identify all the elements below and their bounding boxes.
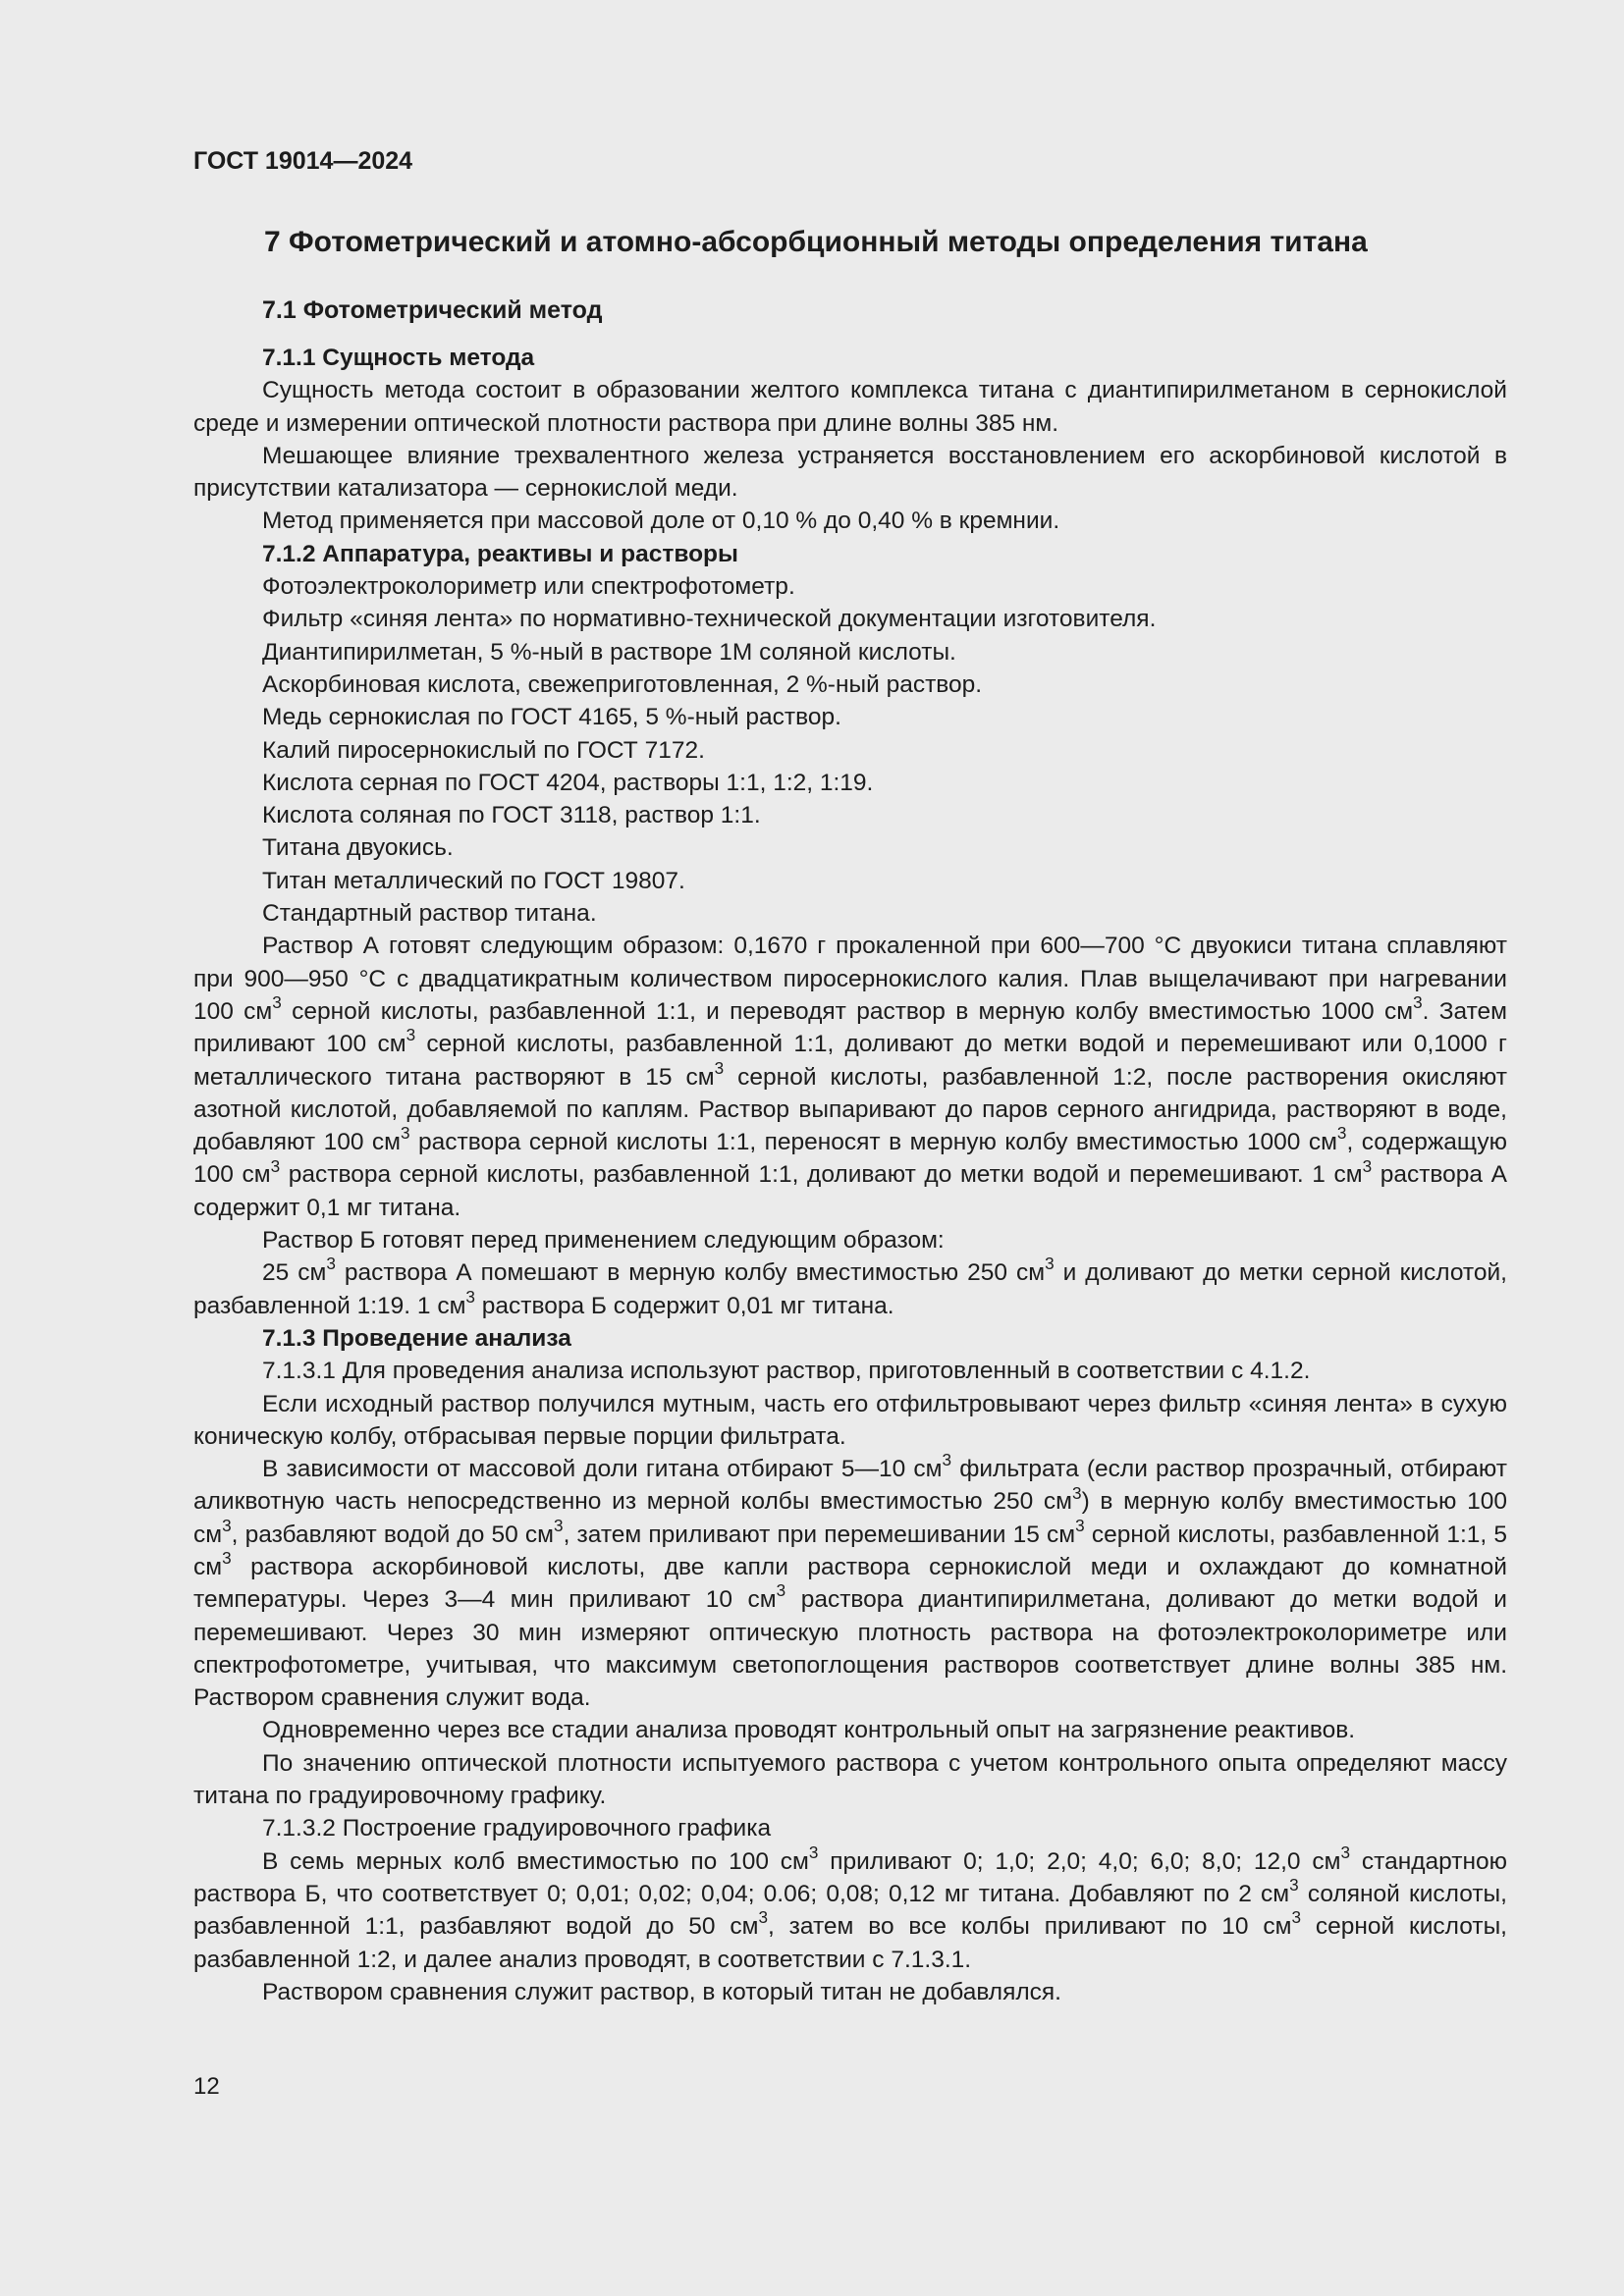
body-paragraph: Раствором сравнения служит раствор, в который титан не добавлялся.: [262, 1978, 1061, 2005]
body-paragraph: Если исходный раствор получился мутным, часть его отфильтровывают через фильтр «синяя лента» в сухую коническую колбу, отбрасывая первые порции фильтрата.: [193, 1390, 1507, 1450]
body-paragraph: Фотоэлектроколориметр или спектрофотометр.: [262, 573, 795, 601]
body-paragraph: 25 $см^3$ раствора А помешают в мерную колбу вместимостью 250 $см^3$ и доливают до метки серной кислотой, разбавленной 1:19. 1 $см^3$ раствора Б содержит 0,01 мг титана.: [193, 1254, 1507, 1319]
clause-heading: 7.1.3 Проведение анализа: [262, 1324, 571, 1352]
body-paragraph: Медь сернокислая по ГОСТ 4165, 5 %-ный раствор.: [262, 704, 841, 731]
body-paragraph: Сущность метода состоит в образовании желтого комплекса титана с диантипирилметаном в сернокислой среде и измерении оптической плотности раствора при длине волны 385 нм.: [193, 377, 1507, 437]
body-paragraph: 7.1.3.1 Для проведения анализа используют раствор, приготовленный в соответствии с 4.1.2.: [262, 1358, 1311, 1385]
body-paragraph: Стандартный раствор титана.: [262, 900, 597, 928]
body-paragraph: Аскорбиновая кислота, свежеприготовленная, 2 %-ный раствор.: [262, 670, 983, 698]
body-paragraph: Калий пиросернокислый по ГОСТ 7172.: [262, 736, 705, 764]
body-paragraph: Кислота соляная по ГОСТ 3118, раствор 1:1.: [262, 802, 761, 829]
body-paragraph: В семь мерных колб вместимостью по 100 $см^3$ приливают 0; 1,0; 2,0; 4,0; 6,0; 8,0; 12,0 $см^3$ стандартною раствора Б, что соответствует 0; 0,01; 0,02; 0,04; 0.06; 0,08; 0,12 мг титана. Добавляют по 2 $см^3$ соляной кислоты, разбавленной 1:1, разбавляют водой до 50 $см^3$, затем во все колбы приливают по 10 $см^3$ серной кислоты, разбавленной 1:2, и далее анализ проводят, в соответствии с 7.1.3.1.: [193, 1842, 1507, 1973]
body-paragraph: 7.1.3.2 Построение градуировочного графика: [262, 1815, 772, 1842]
body-paragraph: Кислота серная по ГОСТ 4204, растворы 1:1, 1:2, 1:19.: [262, 769, 874, 796]
body-paragraph: Раствор Б готовят перед применением следующим образом:: [262, 1227, 945, 1255]
clause-heading: 7.1.1 Сущность метода: [262, 345, 535, 371]
body-paragraph: По значению оптической плотности испытуемого раствора с учетом контрольного опыта определяют массу титана по градуировочному графику.: [193, 1749, 1507, 1810]
body-paragraph: Мешающее влияние трехвалентного железа устраняется восстановлением его аскорбиновой кислотой в присутствии катализатора — сернокислой меди.: [193, 442, 1507, 503]
section-title: 7 Фотометрический и атомно-абсорбционный методы определения титана: [264, 226, 1368, 258]
body-paragraph: Раствор А готовят следующим образом: 0,1670 г прокаленной при 600—700 °С двуокиси титана сплавляют при 900—950 °С с двадцатикратным количеством пиросернокислого калия. Плав выщелачивают при нагревании 100 $см^3$ серной кислоты, разбавленной 1:1, и переводят раствор в мерную колбу вместимостью 1000 $см^3$. Затем приливают 100 $см^3$ серной кислоты, разбавленной 1:1, доливают до метки водой и перемешивают или 0,1000 г металлического титана растворяют в 15 $см^3$ серной кислоты, разбавленной 1:2, после растворения окисляют азотной кислотой, добавляемой по каплям. Раствор выпаривают до паров серного ангидрида, растворяют в воде, добавляют 100 $см^3$ раствора серной кислоты 1:1, переносят в мерную колбу вместимостью 1000 $см^3$, содержащую 100 $см^3$ раствора серной кислоты, разбавленной 1:1, доливают до метки водой и перемешивают. 1 $см^3$ раствора А содержит 0,1 мг титана.: [193, 933, 1508, 1221]
document-body: [193, 342, 1507, 2008]
body-paragraph: Диантипирилметан, 5 %-ный в растворе 1М соляной кислоты.: [262, 638, 956, 666]
document-code: ГОСТ 19014—2024: [193, 147, 413, 175]
subsection-title: 7.1 Фотометрический метод: [262, 296, 603, 324]
body-paragraph: Титан металлический по ГОСТ 19807.: [262, 867, 685, 894]
body-paragraph: В зависимости от массовой доли гитана отбирают 5—10 $см^3$ фильтрата (если раствор прозрачный, отбирают аликвотную часть непосредственно из мерной колбы вместимостью 250 $см^3$) в мерную колбу вместимостью 100 $см^3$, разбавляют водой до 50 $см^3$, затем приливают при перемешивании 15 $см^3$ серной кислоты, разбавленной 1:1, 5 $см^3$ раствора аскорбиновой кислоты, две капли раствора сернокислой меди и охлаждают до комнатной температуры. Через 3—4 мин приливают 10 $см^3$ раствора диантипирилметана, доливают до метки водой и перемешивают. Через 30 мин измеряют оптическую плотность раствора на фотоэлектроколориметре или спектрофотометре, учитывая, что максимум светопоглощения растворов соответствует длине волны 385 нм. Раствором сравнения служит вода.: [193, 1450, 1508, 1712]
clause-heading: 7.1.2 Аппаратура, реактивы и растворы: [262, 540, 738, 567]
body-paragraph: Фильтр «синяя лента» по нормативно-технической документации изготовителя.: [262, 606, 1157, 633]
body-paragraph: Одновременно через все стадии анализа проводят контрольный опыт на загрязнение реактивов.: [262, 1717, 1356, 1744]
body-paragraph: Титана двуокись.: [262, 834, 454, 862]
page-number: 12: [193, 2073, 220, 2100]
body-paragraph: Метод применяется при массовой доле от 0,10 % до 0,40 % в кремнии.: [262, 507, 1060, 535]
